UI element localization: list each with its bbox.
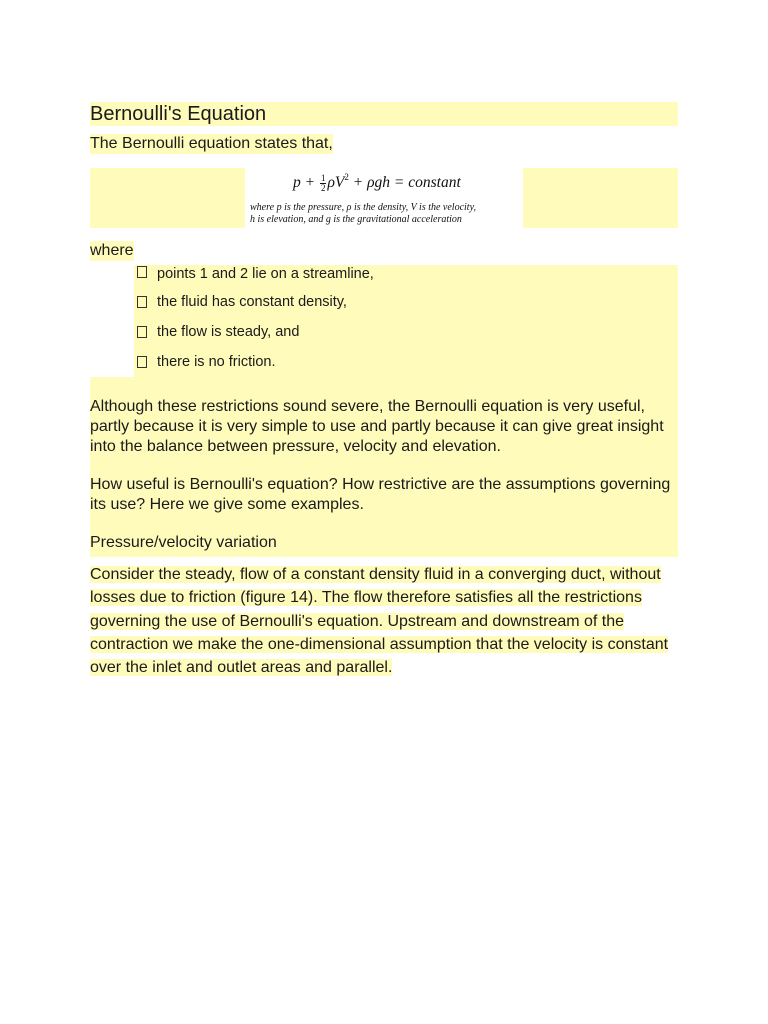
bullet-box-icon bbox=[137, 356, 147, 368]
list-item: points 1 and 2 lie on a streamline, bbox=[90, 265, 678, 287]
document-page bbox=[90, 102, 678, 679]
bullet-box-icon bbox=[137, 326, 147, 338]
bernoulli-formula: p + $\frac{1}{2}$ $\rho V^2 + \rho gh$ = constant bbox=[293, 172, 461, 193]
where-label: where bbox=[90, 242, 134, 259]
paragraph-restrictions: Although these restrictions sound severe, the Bernoulli equation is very useful, partly because it is very simple to use and partly because it can give great insight into the balance between pressure, velocity and elevation. bbox=[90, 398, 664, 455]
intro-text: The Bernoulli equation states that, bbox=[90, 135, 333, 152]
list-item: the flow is steady, and bbox=[90, 317, 678, 347]
assumption-list bbox=[90, 265, 678, 377]
bullet-box-icon bbox=[137, 296, 147, 308]
paragraph-usefulness: How useful is Bernoulli's equation? How restrictive are the assumptions governing its use? Here we give some examples. bbox=[90, 476, 671, 513]
equation-note: where p is the pressure, ρ is the density, V is the velocity, h is elevation, and g is the gravitational acceleration bbox=[250, 202, 476, 225]
body-section bbox=[90, 377, 678, 557]
equation-image bbox=[245, 168, 523, 228]
list-item: the fluid has constant density, bbox=[90, 287, 678, 317]
section-heading: Pressure/velocity variation bbox=[90, 534, 277, 551]
paragraph-converging-duct: Consider the steady, flow of a constant density fluid in a converging duct, without losses due to friction (figure 14). The flow therefore satisfies all the restrictions governing the use of Bernoulli's equation. Upstream and downstream of the contraction we make the one-dimensional assumption that the velocity is constant over the inlet and outlet areas and parallel. bbox=[90, 566, 669, 677]
bullet-box-icon bbox=[137, 266, 147, 278]
list-item: there is no friction. bbox=[90, 347, 678, 377]
fraction-half: $\frac{1}{2}$ bbox=[320, 172, 326, 193]
page-title: Bernoulli's Equation bbox=[90, 102, 678, 126]
equation-band bbox=[90, 168, 678, 228]
